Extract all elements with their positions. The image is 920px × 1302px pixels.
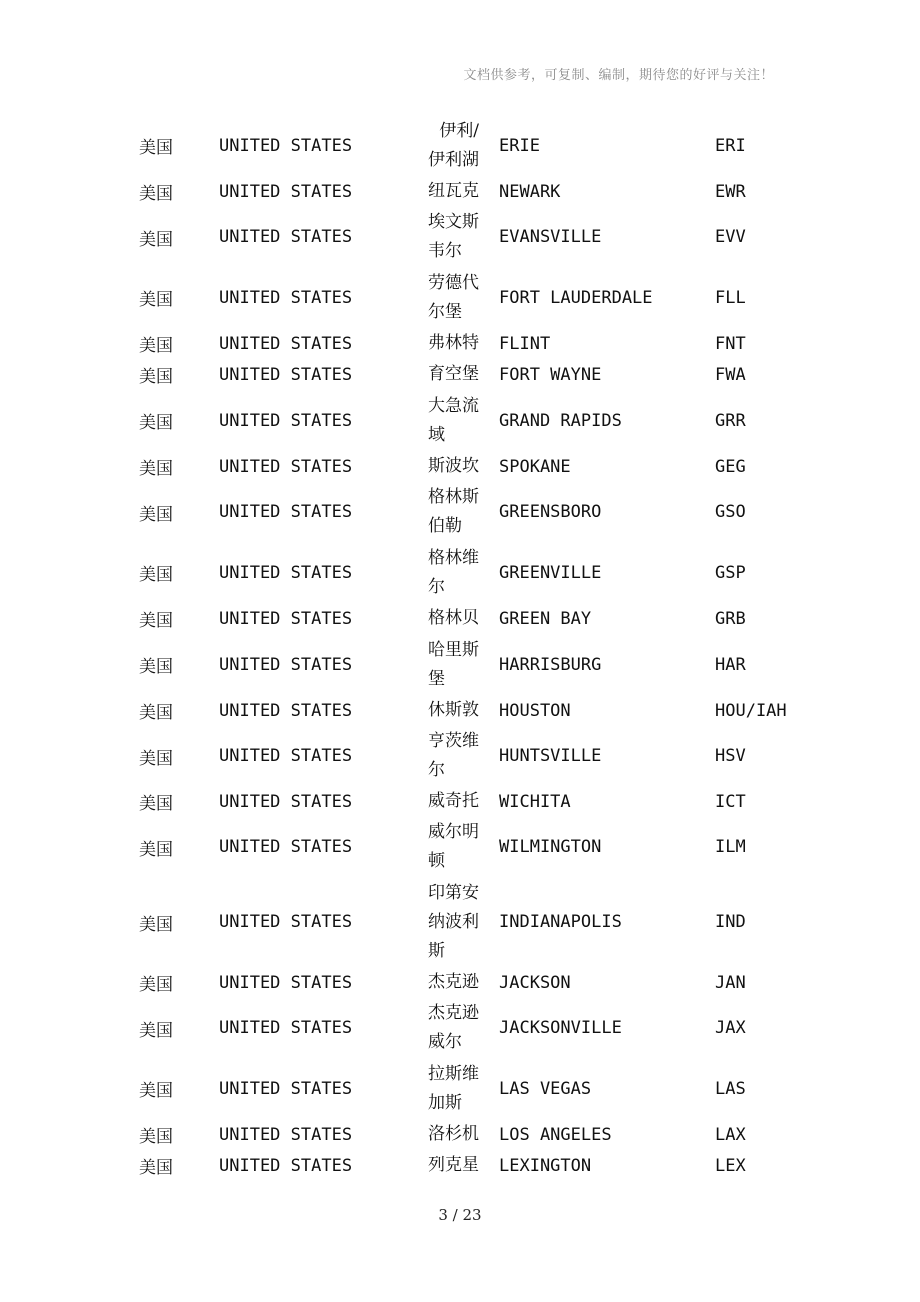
city-cn-cell xyxy=(428,1150,494,1181)
airport-code-cell: GRB xyxy=(715,608,746,629)
city-cn-cell xyxy=(428,967,494,998)
country-cell: 美国 xyxy=(139,1020,173,1041)
table-row xyxy=(0,482,920,542)
city-cn-text: 洛杉机 xyxy=(428,1124,479,1144)
airport-code-cell: JAX xyxy=(715,1018,746,1038)
country-cell: 美国 xyxy=(139,657,173,677)
city-en-cell: SPOKANE xyxy=(499,456,571,477)
city-cn-text: 格林斯 伯勒 xyxy=(428,487,479,536)
city-cn-cell xyxy=(428,786,494,817)
city-en-cell: GREEN BAY xyxy=(499,608,592,629)
city-cn-cell xyxy=(428,998,494,1058)
country-cell: 美国 xyxy=(139,611,173,631)
table-row xyxy=(0,115,920,176)
table-row xyxy=(0,726,920,786)
city-en-cell: NEWARK xyxy=(499,181,561,202)
country-en-cell: UNITED STATES xyxy=(219,837,353,857)
city-cn-cell xyxy=(428,115,494,176)
city-cn-cell xyxy=(428,328,494,359)
airport-code-cell: IND xyxy=(715,912,746,932)
country-en-cell: UNITED STATES xyxy=(219,364,353,385)
city-en-cell: LAS VEGAS xyxy=(499,1078,592,1099)
country-en-cell: UNITED STATES xyxy=(219,791,353,812)
city-en-cell: GRAND RAPIDS xyxy=(499,410,622,431)
table-row xyxy=(0,207,920,267)
city-en-cell: EVANSVILLE xyxy=(499,227,602,247)
country-cell: 美国 xyxy=(139,703,173,723)
city-cn-text: 劳德代 尔堡 xyxy=(428,272,479,322)
table-row xyxy=(0,1150,920,1181)
country-cell: 美国 xyxy=(139,1081,173,1101)
country-en-cell: UNITED STATES xyxy=(219,608,353,629)
airport-code-table xyxy=(0,115,920,1181)
country-en-cell: UNITED STATES xyxy=(219,135,353,156)
airport-code-cell: GSP xyxy=(715,562,746,583)
country-cell: 美国 xyxy=(139,914,173,935)
table-row xyxy=(0,542,920,603)
airport-code-cell: ICT xyxy=(715,791,746,812)
city-cn-text: 威奇托 xyxy=(428,791,479,811)
header-note: 文档供参考，可复制、编制，期待您的好评与关注！ xyxy=(463,68,774,83)
city-cn-cell xyxy=(428,207,494,267)
country-cell: 美国 xyxy=(139,794,173,814)
city-cn-cell xyxy=(428,176,494,207)
city-en-cell: FORT LAUDERDALE xyxy=(499,287,653,308)
table-row xyxy=(0,328,920,359)
table-row xyxy=(0,451,920,482)
city-cn-cell xyxy=(428,695,494,726)
country-en-cell: UNITED STATES xyxy=(219,456,353,477)
country-cell: 美国 xyxy=(139,748,173,769)
city-cn-cell xyxy=(428,451,494,482)
city-cn-cell xyxy=(428,1058,494,1119)
airport-code-cell: FNT xyxy=(715,333,746,354)
country-cell: 美国 xyxy=(139,184,173,204)
airport-code-cell: ILM xyxy=(715,837,746,857)
city-cn-cell xyxy=(428,817,494,877)
country-cell: 美国 xyxy=(139,336,173,356)
airport-code-cell: FLL xyxy=(715,287,746,308)
country-en-cell: UNITED STATES xyxy=(219,333,353,354)
city-cn-text: 育空堡 xyxy=(428,364,479,384)
country-en-cell: UNITED STATES xyxy=(219,972,353,993)
table-row xyxy=(0,176,920,207)
country-en-cell: UNITED STATES xyxy=(219,410,353,431)
country-cell: 美国 xyxy=(139,565,173,585)
table-row xyxy=(0,390,920,451)
city-en-cell: GREENSBORO xyxy=(499,502,602,522)
city-en-cell: HUNTSVILLE xyxy=(499,746,602,766)
airport-code-cell: GEG xyxy=(715,456,746,477)
country-en-cell: UNITED STATES xyxy=(219,1018,353,1038)
country-cell: 美国 xyxy=(139,290,173,310)
table-row xyxy=(0,967,920,998)
country-en-cell: UNITED STATES xyxy=(219,227,353,247)
city-cn-cell xyxy=(428,634,494,695)
country-en-cell: UNITED STATES xyxy=(219,746,353,766)
city-cn-cell xyxy=(428,877,494,967)
country-en-cell: UNITED STATES xyxy=(219,287,353,308)
city-cn-text: 伊利/ 伊利湖 xyxy=(428,120,479,170)
city-cn-cell xyxy=(428,390,494,451)
country-en-cell: UNITED STATES xyxy=(219,1078,353,1099)
city-cn-cell xyxy=(428,359,494,390)
country-cell: 美国 xyxy=(139,367,173,387)
airport-code-cell: ERI xyxy=(715,135,746,156)
table-row xyxy=(0,998,920,1058)
city-en-cell: FLINT xyxy=(499,333,551,354)
city-en-cell: HARRISBURG xyxy=(499,654,602,675)
country-cell: 美国 xyxy=(139,1127,173,1147)
country-cell: 美国 xyxy=(139,138,173,158)
city-en-cell: JACKSON xyxy=(499,972,571,993)
city-en-cell: JACKSONVILLE xyxy=(499,1018,622,1038)
city-en-cell: FORT WAYNE xyxy=(499,364,602,385)
city-cn-text: 印第安 纳波利 斯 xyxy=(428,882,479,961)
city-cn-text: 列克星 xyxy=(428,1155,479,1175)
country-cell: 美国 xyxy=(139,504,173,525)
country-en-cell: UNITED STATES xyxy=(219,912,353,932)
city-cn-text: 杰克逊 xyxy=(428,972,479,992)
city-en-cell: INDIANAPOLIS xyxy=(499,912,622,932)
airport-code-cell: GSO xyxy=(715,502,746,522)
city-cn-text: 埃文斯 韦尔 xyxy=(428,212,479,261)
table-row xyxy=(0,267,920,328)
airport-code-cell: EWR xyxy=(715,181,746,202)
city-cn-text: 弗林特 xyxy=(428,333,479,353)
city-cn-text: 大急流 域 xyxy=(428,395,479,445)
country-en-cell: UNITED STATES xyxy=(219,654,353,675)
table-row xyxy=(0,695,920,726)
city-en-cell: LOS ANGELES xyxy=(499,1124,612,1145)
city-cn-text: 格林维 尔 xyxy=(428,547,479,597)
table-row xyxy=(0,1119,920,1150)
city-en-cell: ERIE xyxy=(499,135,540,156)
city-cn-text: 斯波坎 xyxy=(428,456,479,476)
city-cn-text: 杰克逊 威尔 xyxy=(428,1003,479,1052)
city-cn-cell xyxy=(428,726,494,786)
airport-code-cell: EVV xyxy=(715,227,746,247)
table-row xyxy=(0,634,920,695)
city-cn-text: 纽瓦克 xyxy=(428,181,479,201)
airport-code-cell: HAR xyxy=(715,654,746,675)
airport-code-cell: FWA xyxy=(715,364,746,385)
city-cn-text: 威尔明 顿 xyxy=(428,822,479,871)
country-en-cell: UNITED STATES xyxy=(219,1124,353,1145)
city-en-cell: WICHITA xyxy=(499,791,571,812)
city-cn-cell xyxy=(428,542,494,603)
city-cn-text: 亨茨维 尔 xyxy=(428,731,479,780)
city-cn-cell xyxy=(428,1119,494,1150)
city-cn-cell xyxy=(428,603,494,634)
airport-code-cell: JAN xyxy=(715,972,746,993)
country-en-cell: UNITED STATES xyxy=(219,562,353,583)
country-cell: 美国 xyxy=(139,1158,173,1178)
country-cell: 美国 xyxy=(139,975,173,995)
country-cell: 美国 xyxy=(139,413,173,433)
city-cn-text: 格林贝 xyxy=(428,608,479,628)
city-cn-cell xyxy=(428,482,494,542)
city-en-cell: GREENVILLE xyxy=(499,562,602,583)
city-cn-text: 休斯敦 xyxy=(428,700,479,720)
airport-code-cell: LAS xyxy=(715,1078,746,1099)
table-row xyxy=(0,817,920,877)
country-en-cell: UNITED STATES xyxy=(219,1155,353,1176)
city-cn-text: 拉斯维 加斯 xyxy=(428,1063,479,1113)
airport-code-cell: GRR xyxy=(715,410,746,431)
airport-code-cell: HOU/IAH xyxy=(715,700,787,721)
city-en-cell: WILMINGTON xyxy=(499,837,602,857)
city-cn-cell xyxy=(428,267,494,328)
country-en-cell: UNITED STATES xyxy=(219,502,353,522)
table-row xyxy=(0,1058,920,1119)
city-en-cell: LEXINGTON xyxy=(499,1155,592,1176)
country-cell: 美国 xyxy=(139,459,173,479)
page-number: 3 / 23 xyxy=(438,1206,482,1224)
country-cell: 美国 xyxy=(139,229,173,250)
airport-code-cell: LEX xyxy=(715,1155,746,1176)
city-cn-text: 哈里斯 堡 xyxy=(428,639,479,689)
city-en-cell: HOUSTON xyxy=(499,700,571,721)
country-en-cell: UNITED STATES xyxy=(219,700,353,721)
airport-code-cell: HSV xyxy=(715,746,746,766)
country-cell: 美国 xyxy=(139,839,173,860)
table-row xyxy=(0,877,920,967)
table-row xyxy=(0,603,920,634)
table-row xyxy=(0,786,920,817)
country-en-cell: UNITED STATES xyxy=(219,181,353,202)
table-row xyxy=(0,359,920,390)
airport-code-cell: LAX xyxy=(715,1124,746,1145)
